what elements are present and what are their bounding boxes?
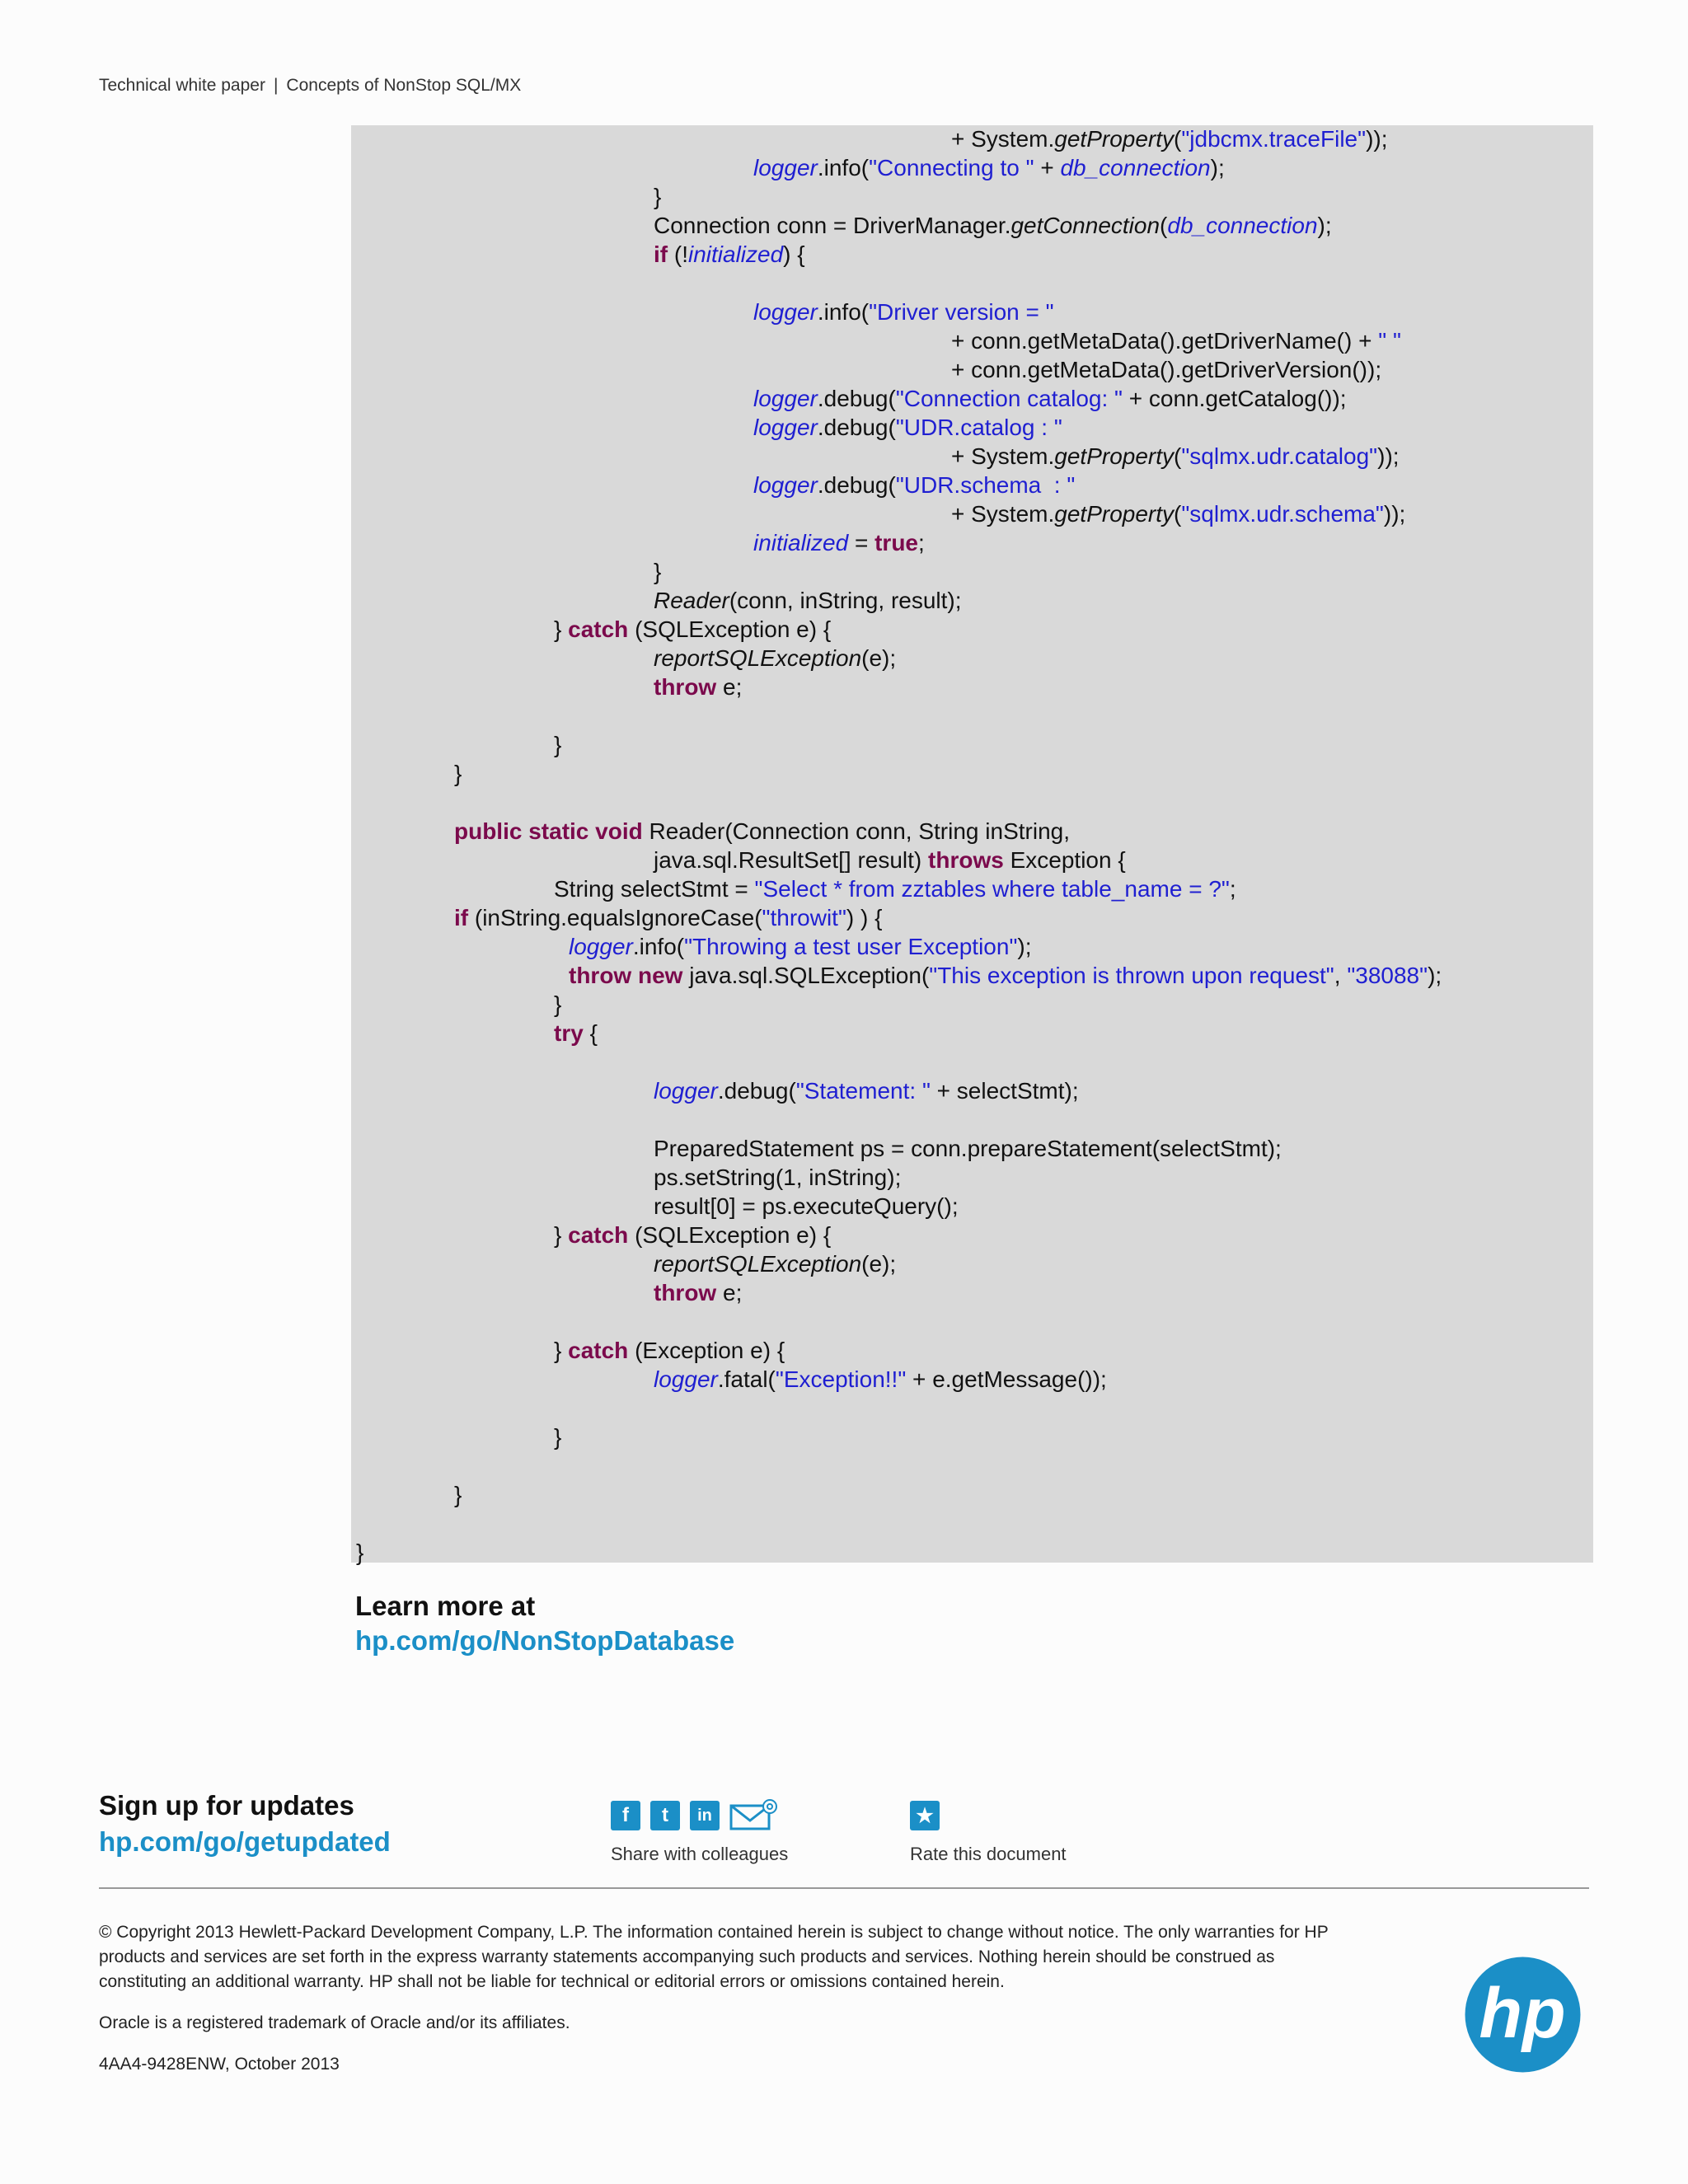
code-token: "Connection catalog: "	[895, 386, 1123, 411]
code-line	[554, 1423, 561, 1451]
code-token: logger	[753, 472, 818, 498]
code-token: db_connection	[1167, 213, 1318, 238]
code-token: result[0] = ps.executeQuery();	[654, 1193, 959, 1219]
code-line	[753, 154, 1225, 182]
code-line	[454, 1481, 462, 1509]
running-header	[99, 76, 521, 96]
code-token: (SQLException e) {	[628, 616, 832, 642]
code-token: );	[1017, 934, 1032, 959]
code-token: .info(	[817, 299, 870, 325]
code-token: (inString.equalsIgnoreCase(	[468, 905, 762, 930]
code-line	[951, 500, 1405, 528]
code-line	[554, 1019, 598, 1047]
learn-more-link[interactable]: hp.com/go/NonStopDatabase	[355, 1625, 735, 1656]
code-token: +	[1034, 155, 1061, 180]
code-token: {	[583, 1020, 598, 1046]
learn-more-label: Learn more at	[355, 1591, 536, 1621]
code-token: }	[554, 616, 569, 642]
code-token: if	[454, 905, 469, 930]
code-line	[554, 1337, 785, 1365]
code-token: Exception {	[1003, 847, 1126, 873]
code-token: e;	[716, 674, 743, 700]
code-token: + System.	[951, 126, 1055, 152]
code-token: "UDR.catalog : "	[895, 415, 1062, 440]
code-token: );	[1428, 963, 1442, 988]
code-token: getProperty	[1054, 126, 1175, 152]
code-token: if	[654, 241, 668, 267]
code-token: try	[554, 1020, 584, 1046]
code-token: logger	[753, 386, 818, 411]
code-token: ) ) {	[846, 905, 883, 930]
share-caption: Share with colleagues	[611, 1844, 789, 1864]
code-token: "Exception!!"	[775, 1366, 907, 1392]
code-line	[454, 904, 882, 932]
code-token: throws	[928, 847, 1004, 873]
code-token: ) {	[783, 241, 805, 267]
code-token: logger	[753, 299, 818, 325]
code-token: java.sql.ResultSet[] result)	[654, 847, 929, 873]
code-token: ;	[1229, 876, 1236, 902]
code-token: throw	[654, 674, 717, 700]
signup-section	[99, 1790, 391, 1858]
code-token: "sqlmx.udr.schema"	[1181, 501, 1384, 527]
code-token: Reader	[654, 588, 729, 613]
code-token: }	[356, 1540, 364, 1565]
code-token: throw new	[569, 963, 683, 988]
code-token: }	[554, 1222, 569, 1248]
code-line	[654, 1135, 1282, 1163]
code-token: (	[1160, 213, 1168, 238]
code-token: "UDR.schema : "	[895, 472, 1076, 498]
share-icons	[611, 1799, 809, 1832]
share-section	[611, 1799, 809, 1865]
code-token: logger	[654, 1078, 718, 1104]
code-line	[654, 587, 962, 615]
code-token: + System.	[951, 501, 1055, 527]
signup-label: Sign up for updates	[99, 1790, 354, 1821]
code-token: java.sql.SQLException(	[682, 963, 930, 988]
code-line	[654, 1279, 742, 1307]
learn-more-section	[355, 1591, 734, 1657]
code-line	[654, 183, 661, 211]
header-separator: |	[273, 76, 279, 95]
code-line	[569, 933, 1032, 961]
code-line	[654, 241, 805, 269]
code-token: (e);	[861, 1251, 897, 1277]
code-token: (Exception e) {	[628, 1338, 785, 1363]
code-token: .info(	[817, 155, 870, 180]
code-token: initialized	[688, 241, 784, 267]
code-token: Connection conn = DriverManager.	[654, 213, 1011, 238]
code-token: PreparedStatement ps = conn.prepareStatement(selectStmt);	[654, 1136, 1282, 1161]
code-line	[654, 673, 742, 701]
email-icon[interactable]	[729, 1799, 777, 1832]
code-line	[554, 875, 1236, 903]
code-token: (	[1174, 501, 1182, 527]
code-line	[654, 558, 661, 586]
code-token: + conn.getMetaData().getDriverName() +	[951, 328, 1379, 354]
copyright-notice: © Copyright 2013 Hewlett-Packard Development Company, L.P. The information contained herein is subject to change without notice. The only warranties for HP products and services are set forth in the express warranty statements accompanying such products and services. Nothing herein should be construed as constituting an additional warranty. HP shall not be liable for technical or editorial errors or omissions contained herein.	[99, 1923, 1329, 1991]
code-token: logger	[753, 415, 818, 440]
code-line	[569, 962, 1442, 990]
code-token: (conn, inString, result);	[729, 588, 962, 613]
code-token: );	[1317, 213, 1332, 238]
star-icon[interactable]: ★	[910, 1801, 940, 1830]
code-token: Reader(Connection conn, String inString,	[642, 818, 1070, 844]
code-token: .debug(	[717, 1078, 796, 1104]
code-token: reportSQLException	[654, 1251, 862, 1277]
code-token: }	[654, 559, 662, 584]
code-token: ;	[918, 530, 925, 555]
code-token: "Driver version = "	[869, 299, 1054, 325]
document-id: 4AA4-9428ENW, October 2013	[99, 2055, 340, 2074]
code-token: ps.setString(1, inString);	[654, 1165, 902, 1190]
code-token: ));	[1366, 126, 1388, 152]
hp-logo	[1463, 1955, 1582, 2074]
code-token: + selectStmt);	[930, 1078, 1079, 1104]
code-token: "jdbcmx.traceFile"	[1181, 126, 1367, 152]
code-line	[654, 1077, 1079, 1105]
code-token: =	[848, 530, 875, 555]
code-line	[554, 616, 831, 644]
code-token: throw	[654, 1280, 717, 1305]
code-token: .debug(	[817, 386, 896, 411]
code-line	[753, 298, 1054, 326]
code-token: getProperty	[1054, 501, 1175, 527]
code-line	[951, 125, 1388, 153]
code-token: catch	[568, 616, 629, 642]
code-line	[753, 414, 1062, 442]
code-line	[454, 760, 462, 788]
code-line	[654, 1366, 1107, 1394]
code-line	[654, 1193, 959, 1221]
code-token: (!	[668, 241, 688, 267]
code-token: }	[554, 1338, 569, 1363]
code-token: (	[1174, 126, 1182, 152]
code-line	[753, 385, 1347, 413]
code-token: catch	[568, 1338, 629, 1363]
code-token: db_connection	[1060, 155, 1211, 180]
code-token: "Select * from zztables where table_name = ?"	[754, 876, 1230, 902]
code-line	[753, 471, 1075, 499]
code-line	[951, 327, 1401, 355]
signup-link[interactable]: hp.com/go/getupdated	[99, 1826, 391, 1857]
code-token: " "	[1378, 328, 1401, 354]
rate-caption: Rate this document	[910, 1844, 1067, 1864]
code-token: }	[654, 184, 662, 209]
code-token: "throwit"	[762, 905, 846, 930]
code-token: }	[554, 991, 562, 1017]
code-token: );	[1210, 155, 1225, 180]
code-token: "Connecting to "	[869, 155, 1034, 180]
code-token: "Statement: "	[795, 1078, 931, 1104]
code-line	[951, 356, 1381, 384]
code-token: + conn.getCatalog());	[1122, 386, 1347, 411]
code-token: "38088"	[1347, 963, 1428, 988]
code-token: "This exception is thrown upon request"	[929, 963, 1334, 988]
code-line	[554, 1221, 831, 1249]
code-line	[753, 529, 925, 557]
code-token: .fatal(	[717, 1366, 776, 1392]
rate-section	[910, 1799, 1067, 1865]
code-line	[654, 1164, 901, 1192]
code-token: e;	[716, 1280, 743, 1305]
code-token: initialized	[753, 530, 849, 555]
code-token: "Throwing a test user Exception"	[684, 934, 1018, 959]
code-line	[654, 1250, 896, 1278]
hp-logo-text: hp	[1479, 1974, 1566, 2053]
code-token: + conn.getMetaData().getDriverVersion());	[951, 357, 1382, 382]
code-token: ));	[1383, 501, 1406, 527]
twitter-icon[interactable]: t	[650, 1801, 680, 1830]
code-token: catch	[568, 1222, 629, 1248]
legal-text	[99, 1920, 1335, 2093]
code-listing	[351, 125, 1593, 1563]
code-token: .debug(	[817, 472, 896, 498]
code-token: (e);	[861, 645, 897, 671]
code-line	[654, 846, 1126, 874]
linkedin-icon[interactable]: in	[690, 1801, 720, 1830]
code-token: String selectStmt =	[554, 876, 755, 902]
code-token: ,	[1334, 963, 1348, 988]
code-line	[654, 644, 896, 673]
code-line	[951, 443, 1400, 471]
code-token: .info(	[632, 934, 685, 959]
code-token: "sqlmx.udr.catalog"	[1181, 443, 1378, 469]
code-token: ));	[1377, 443, 1400, 469]
facebook-icon[interactable]: f	[611, 1801, 640, 1830]
code-token: true	[874, 530, 918, 555]
code-token: public static void	[454, 818, 643, 844]
code-line	[654, 212, 1332, 240]
code-token: }	[454, 761, 462, 786]
code-token: }	[554, 732, 562, 757]
code-token: reportSQLException	[654, 645, 862, 671]
code-token: getProperty	[1054, 443, 1175, 469]
code-token: }	[554, 1424, 562, 1450]
code-token: + System.	[951, 443, 1055, 469]
code-token: logger	[569, 934, 633, 959]
code-line	[454, 818, 1070, 846]
code-token: logger	[753, 155, 818, 180]
footer-divider	[99, 1887, 1589, 1889]
trademark-notice: Oracle is a registered trademark of Oracle and/or its affiliates.	[99, 2013, 570, 2032]
code-line	[554, 731, 561, 759]
code-token: logger	[654, 1366, 718, 1392]
code-token: .debug(	[817, 415, 896, 440]
code-token: getConnection	[1010, 213, 1160, 238]
code-line	[554, 991, 561, 1019]
code-token: (SQLException e) {	[628, 1222, 832, 1248]
code-token: (	[1174, 443, 1182, 469]
doc-title: Concepts of NonStop SQL/MX	[286, 76, 522, 95]
code-line	[356, 1539, 363, 1567]
code-token: }	[454, 1482, 462, 1507]
doc-type: Technical white paper	[99, 76, 265, 95]
code-token: + e.getMessage());	[906, 1366, 1107, 1392]
